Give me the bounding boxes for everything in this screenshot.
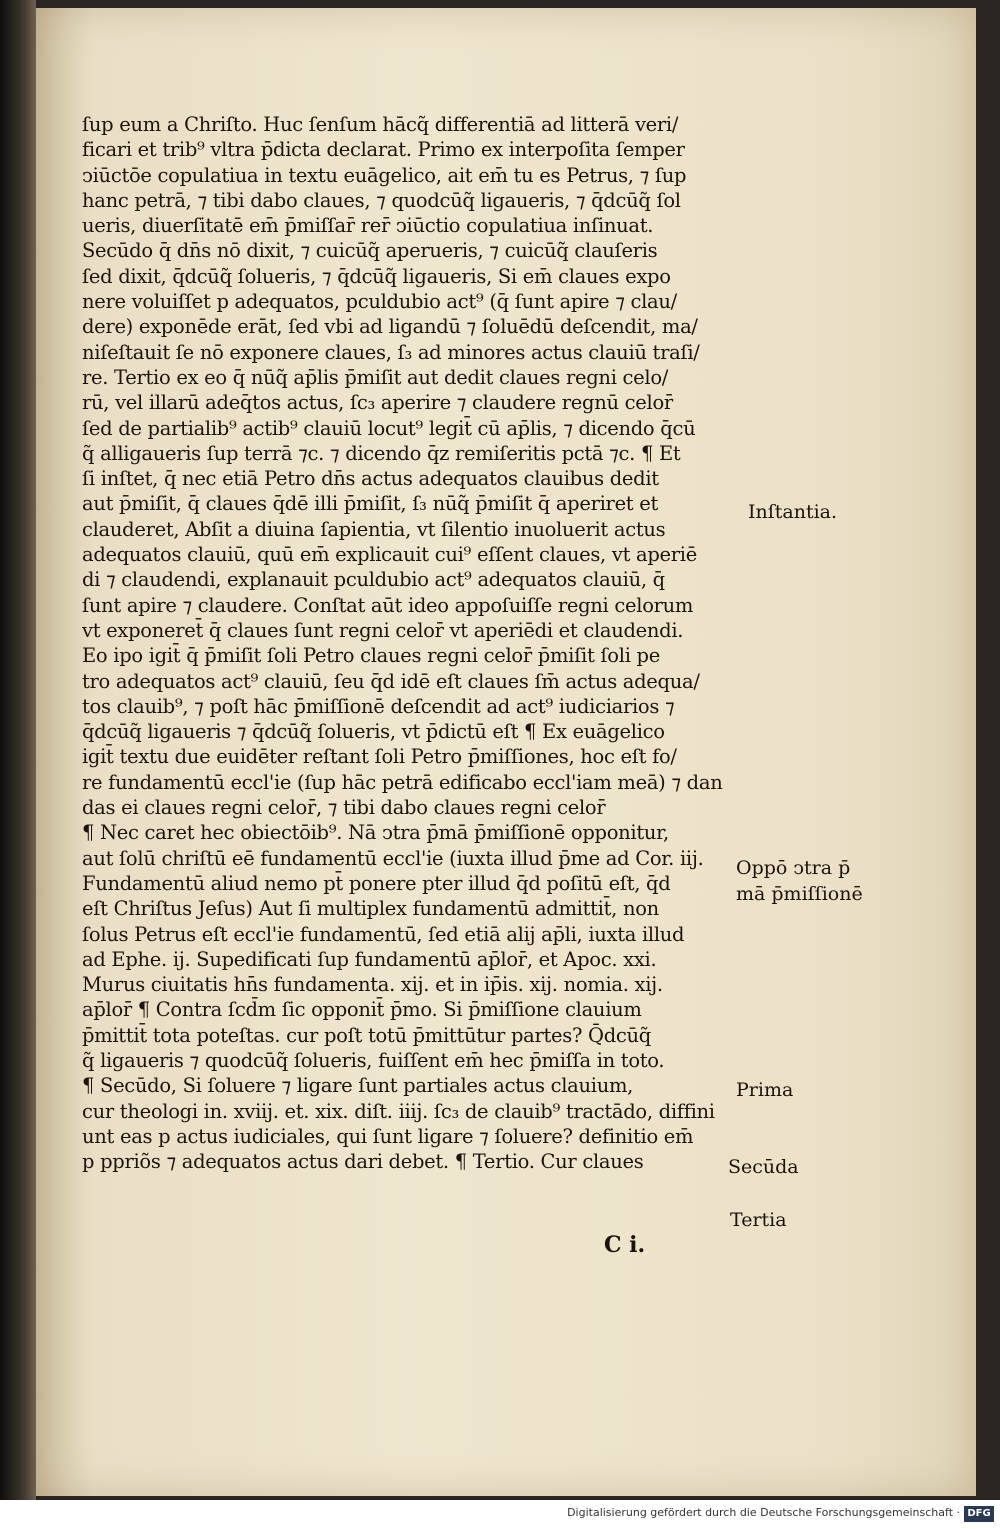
text-line: ſolus Petrus eſt eccl'ie fundamentū, ſed etiā alij ap̄li, iuxta illud [82, 922, 685, 946]
book-gutter [0, 0, 36, 1500]
text-line: ap̄lor̄ ¶ Contra ſcd̄m ſic opponit̄ p̄mo. Si p̄miſſione clauium [82, 998, 642, 1022]
text-line: das ei claues regni celor̄, ⁊ tibi dabo claues regni celor̄ [82, 796, 606, 820]
text-line: Murus ciuitatis hn̄s fundamenta. xij. et in ip̄is. xij. nomia. xij. [82, 973, 663, 997]
text-line: ſed dixit, q̄dcūq̃ ſolueris, ⁊ q̄dcūq̃ ligaueris, Si em̄ claues expo [82, 264, 671, 288]
text-line: dere) exponēde erāt, ſed vbi ad ligandū ⁊ ſoluēdū deſcendit, ma/ [82, 315, 698, 339]
text-line: re fundamentū eccl'ie (ſup hāc petrā edificabo eccl'iam meā) ⁊ dan [82, 770, 723, 794]
text-line: tos clauib⁹, ⁊ poſt hāc p̄miſſionē deſcendit ad act⁹ iudiciarios ⁊ [82, 694, 675, 718]
text-line: p ppriõs ⁊ adequatos actus dari debet. ¶ Tertio. Cur claues [82, 1150, 644, 1174]
main-text-block [82, 112, 742, 1174]
text-line: p̄mittit̄ tota poteſtas. cur poſt totū p̄mittūtur partes? Q̄dcūq̃ [82, 1023, 651, 1047]
text-line: aut p̄miſit, q̄ claues q̄dē illi p̄miſit, ſ₃ nūq̃ p̄miſit q̄ aperiret et [82, 492, 659, 516]
text-line: q̃ alligaueris ſup terrā ⁊c. ⁊ dicendo q̄z remiſeritis pctā ⁊c. ¶ Et [82, 441, 681, 465]
text-line: niſeſtauit ſe nō exponere claues, ſ₃ ad minores actus clauiū traſi/ [82, 340, 700, 364]
text-line: igit̄ textu due euidēter reſtant ſoli Petro p̄miſſiones, hoc eſt fo/ [82, 745, 677, 769]
text-line: Fundamentū aliud nemo pt̄ ponere pter illud q̄d poſitū eſt, q̄d [82, 871, 671, 895]
text-line: ficari et trib⁹ vltra p̄dicta declarat. Primo ex interpoſita ſemper [82, 138, 685, 162]
text-line: rū, vel illarū adeq̄tos actus, ſc₃ aperire ⁊ claudere regnū celor̄ [82, 391, 673, 415]
text-line: vt exponeret̄ q̄ claues ſunt regni celor̄ vt aperiēdi et claudendi. [82, 618, 684, 642]
margin-note-secunda: Secūda [728, 1156, 799, 1178]
text-line: q̃ ligaueris ⁊ quodcūq̃ ſolueris, fuiſſent em̄ hec p̄miſſa in toto. [82, 1048, 665, 1072]
margin-note-instantia: Inſtantia. [748, 501, 838, 523]
text-line: tro adequatos act⁹ clauiū, ſeu q̄d idē eſt claues ſm̄ actus adequa/ [82, 669, 700, 693]
text-line: unt eas p actus iudiciales, qui ſunt ligare ⁊ ſoluere? definitio em̄ [82, 1124, 694, 1148]
margin-note-oppo-line2: mā p̄miſſionē [736, 883, 863, 905]
text-line: re. Tertio ex eo q̄ nūq̃ ap̄lis p̄miſit aut dedit claues regni celo/ [82, 365, 669, 389]
margin-note-prima: Prima [736, 1079, 794, 1101]
text-line: ¶ Secūdo, Si ſoluere ⁊ ligare ſunt partiales actus clauium, [82, 1074, 634, 1098]
text-line: di ⁊ claudendi, explanauit pculdubio act⁹ adequatos clauiū, q̄ [82, 568, 665, 592]
text-line: cur theologi in. xviij. et. xix. diſt. iiij. ſc₃ de clauib⁹ tractādo, diffini [82, 1099, 715, 1123]
text-line: aut ſolū chriſtū eē fundamentū eccl'ie (iuxta illud p̄me ad Cor. iij. [82, 846, 704, 870]
text-line: ſed de partialib⁹ actib⁹ clauiū locut⁹ legit̄ cū ap̄lis, ⁊ dicendo q̄cū [82, 416, 696, 440]
text-line: ſup eum a Chriſto. Huc ſenſum hācq̃ differentiā ad litterā veri/ [82, 113, 679, 136]
text-line: ¶ Nec caret hec obiectōib⁹. Nā ↄtra p̄mā p̄miſſionē opponitur, [82, 821, 669, 845]
dfg-logo: DFG [964, 1506, 994, 1522]
footer-credit: Digitalisierung gefördert durch die Deutsche Forschungsgemeinschaft · [567, 1506, 960, 1519]
margin-note-oppo-line1: Oppō ↄtra p̄ [736, 857, 851, 879]
text-line: q̄dcūq̃ ligaueris ⁊ q̄dcūq̃ ſolueris, vt p̄dictū eſt ¶ Ex euāgelico [82, 720, 665, 744]
signature-mark: C i. [604, 1232, 646, 1258]
text-line: ↄiūctōe copulatiua in textu euāgelico, ait em̄ tu es Petrus, ⁊ ſup [82, 163, 687, 187]
text-line: adequatos clauiū, quū em̄ explicauit cui⁹ eſſent claues, vt aperiē [82, 543, 697, 567]
text-line: Secūdo q̄ dn̄s nō dixit, ⁊ cuicūq̃ aperueris, ⁊ cuicūq̃ clauſeris [82, 239, 658, 263]
text-line: clauderet, Abſit a diuina ſapientia, vt ſilentio inuoluerit actus [82, 517, 666, 541]
text-line: eſt Chriſtus Jeſus) Aut ſi multiplex fundamentū admittit̄, non [82, 897, 659, 921]
text-line: ſunt apire ⁊ claudere. Conſtat aūt ideo appoſuiſſe regni celorum [82, 593, 694, 617]
text-line: ueris, diuerſitatē em̄ p̄miſſar̄ rer̄ ↄiūctio copulatiua inſinuat. [82, 214, 654, 238]
margin-note-tertia: Tertia [730, 1209, 787, 1231]
text-line: ad Ephe. ij. Supedificati ſup fundamentū ap̄lor̄, et Apoc. xxi. [82, 947, 657, 971]
text-line: hanc petrā, ⁊ tibi dabo claues, ⁊ quodcūq̃ ligaueris, ⁊ q̄dcūq̃ ſol [82, 188, 681, 212]
text-line: Eo ipo igit̄ q̄ p̄miſit ſoli Petro claues regni celor̄ p̄miſit ſoli pe [82, 644, 660, 668]
text-line: nere voluiſſet p adequatos, pculdubio act⁹ (q̄ ſunt apire ⁊ clau/ [82, 290, 677, 314]
text-line: ſi inſtet, q̄ nec etiā Petro dn̄s actus adequatos clauibus dedit [82, 467, 659, 491]
